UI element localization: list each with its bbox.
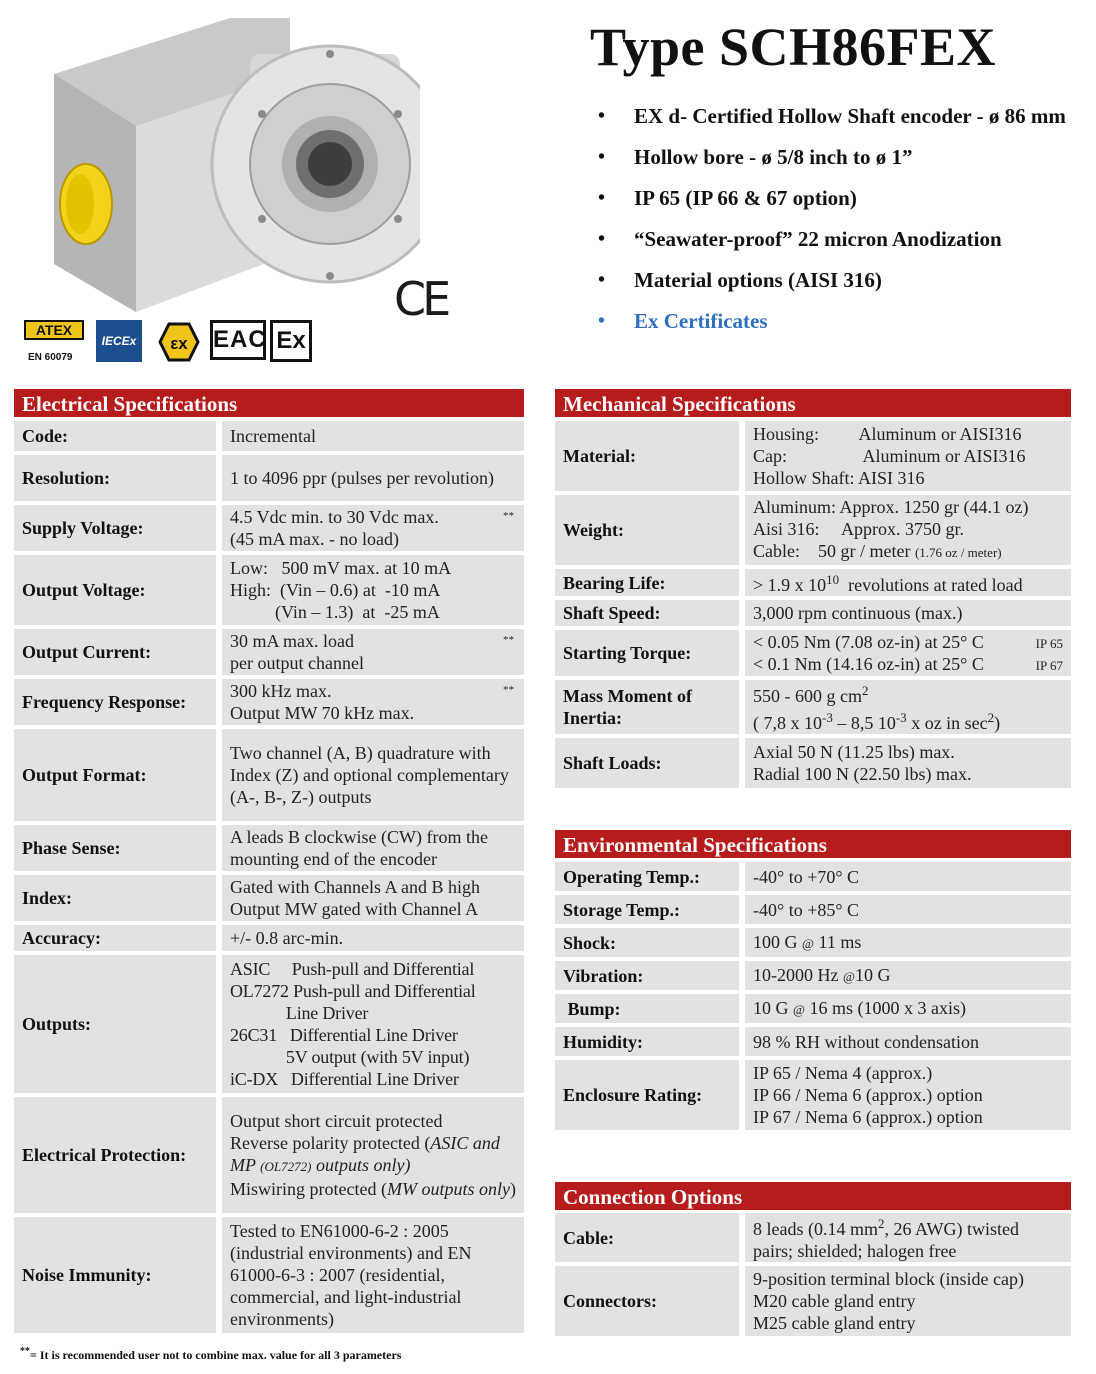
row-label: Output Format: xyxy=(14,729,222,821)
ex-hexagon-icon xyxy=(158,322,200,362)
iecex-logo: IECEx xyxy=(96,320,142,362)
footnote-marker: ** xyxy=(503,510,514,522)
table-row xyxy=(555,1027,1071,1056)
table-row xyxy=(14,925,524,951)
table-row xyxy=(555,994,1071,1023)
row-value: 9-position terminal block (inside cap) M20 cable gland entry M25 cable gland entry xyxy=(745,1266,1071,1336)
row-label: Vibration: xyxy=(555,961,745,990)
table-row xyxy=(14,455,524,501)
row-label: Shaft Speed: xyxy=(555,600,745,626)
eac-logo: EAC xyxy=(210,320,266,360)
row-label: Index: xyxy=(14,875,222,921)
row-value: -40° to +85° C xyxy=(745,895,1071,924)
feature-list xyxy=(598,102,1092,348)
table-row xyxy=(14,955,524,1093)
ex-certificates-link[interactable]: • Ex Certificates xyxy=(598,307,1092,335)
environmental-specs-table xyxy=(555,858,1071,1134)
row-label: Shock: xyxy=(555,928,745,957)
table-row xyxy=(555,928,1071,957)
row-label: Operating Temp.: xyxy=(555,862,745,891)
feature-item: • Hollow bore - ø 5/8 inch to ø 1” xyxy=(598,143,1092,171)
table-row xyxy=(555,1213,1071,1262)
table-row xyxy=(555,1060,1071,1130)
atex-standard: EN 60079 xyxy=(28,352,73,363)
mechanical-specs-heading: Mechanical Specifications xyxy=(555,389,1071,417)
row-value: Output short circuit protected Reverse polarity protected (ASIC and MP (OL7272) outputs only) Miswiring protected (MW outputs only) xyxy=(222,1097,524,1213)
table-row xyxy=(14,729,524,821)
row-label: Outputs: xyxy=(14,955,222,1093)
row-label: Accuracy: xyxy=(14,925,222,951)
table-row xyxy=(555,495,1071,565)
row-value: 4.5 Vdc min. to 30 Vdc max. (45 mA max. - no load) ** xyxy=(222,505,524,551)
table-row xyxy=(555,569,1071,596)
row-value: 10 G @ 16 ms (1000 x 3 axis) xyxy=(745,994,1071,1023)
row-label: Weight: xyxy=(555,495,745,565)
row-value: Two channel (A, B) quadrature with Index (Z) and optional complementary (A-, B-, Z-) outputs xyxy=(222,729,524,821)
atex-logo: ATEX xyxy=(24,320,84,340)
row-label: Humidity: xyxy=(555,1027,745,1056)
row-label: Frequency Response: xyxy=(14,679,222,725)
row-value: Tested to EN61000-6-2 : 2005 (industrial environments) and EN 61000-6-3 : 2007 (residential, commercial, and light-industrial environments) xyxy=(222,1217,524,1333)
row-value: Aluminum: Approx. 1250 gr (44.1 oz) Aisi 316: Approx. 3750 gr. Cable: 50 gr / meter (1.76 oz / meter) xyxy=(745,495,1071,565)
mechanical-specs-table xyxy=(555,417,1071,792)
table-row xyxy=(14,825,524,871)
table-row xyxy=(555,600,1071,626)
row-value: 98 % RH without condensation xyxy=(745,1027,1071,1056)
footnote-marker: ** xyxy=(503,634,514,646)
table-row xyxy=(14,505,524,551)
table-row xyxy=(14,421,524,451)
row-value: -40° to +70° C xyxy=(745,862,1071,891)
row-label: Electrical Protection: xyxy=(14,1097,222,1213)
table-row xyxy=(14,1097,524,1213)
ex-box-logo: Ex xyxy=(270,320,312,362)
row-label: Output Voltage: xyxy=(14,555,222,625)
table-row xyxy=(555,421,1071,491)
row-value: > 1.9 x $10^{10}$ revolutions at rated load xyxy=(745,569,1071,596)
row-value: Low: 500 mV max. at 10 mA High: (Vin – 0.6) at -10 mA (Vin – 1.3) at -25 mA xyxy=(222,555,524,625)
row-label: Noise Immunity: xyxy=(14,1217,222,1333)
row-label: Storage Temp.: xyxy=(555,895,745,924)
row-value: 10-2000 Hz @10 G xyxy=(745,961,1071,990)
row-label: Code: xyxy=(14,421,222,451)
row-label: Cable: xyxy=(555,1213,745,1262)
row-value: 3,000 rpm continuous (max.) xyxy=(745,600,1071,626)
row-value: < 0.05 Nm (7.08 oz-in) at 25° C IP 65 < 0.1 Nm (14.16 oz-in) at 25° C IP 67 xyxy=(745,630,1071,676)
table-row xyxy=(555,862,1071,891)
product-photo xyxy=(40,14,420,314)
row-label: Bearing Life: xyxy=(555,569,745,596)
row-label: Connectors: xyxy=(555,1266,745,1336)
feature-item: • EX d- Certified Hollow Shaft encoder - ø 86 mm xyxy=(598,102,1092,130)
table-row xyxy=(14,679,524,725)
row-label: Mass Moment of Inertia: xyxy=(555,680,745,734)
table-row xyxy=(555,895,1071,924)
row-value: Gated with Channels A and B high Output MW gated with Channel A xyxy=(222,875,524,921)
row-label: Shaft Loads: xyxy=(555,738,745,788)
row-value: Housing: Aluminum or AISI316 Cap: Aluminum or AISI316 Hollow Shaft: AISI 316 xyxy=(745,421,1071,491)
row-value: 30 mA max. load per output channel ** xyxy=(222,629,524,675)
feature-item: • Material options (AISI 316) xyxy=(598,266,1092,294)
row-value: A leads B clockwise (CW) from the mounting end of the encoder xyxy=(222,825,524,871)
feature-item: • “Seawater-proof” 22 micron Anodization xyxy=(598,225,1092,253)
table-row xyxy=(555,630,1071,676)
row-value: 8 leads (0.14 $mm^2$, 26 AWG) twisted pairs; shielded; halogen free xyxy=(745,1213,1071,1262)
row-label: Resolution: xyxy=(14,455,222,501)
row-value: 300 kHz max. Output MW 70 kHz max. ** xyxy=(222,679,524,725)
row-label: Phase Sense: xyxy=(14,825,222,871)
table-row xyxy=(14,555,524,625)
row-value: +/- 0.8 arc-min. xyxy=(222,925,524,951)
table-row xyxy=(555,738,1071,788)
row-label: Output Current: xyxy=(14,629,222,675)
environmental-specs-heading: Environmental Specifications xyxy=(555,830,1071,858)
row-label: Bump: xyxy=(555,994,745,1023)
row-value: IP 65 / Nema 4 (approx.) IP 66 / Nema 6 (approx.) option IP 67 / Nema 6 (approx.) option xyxy=(745,1060,1071,1130)
footnote: **= It is recommended user not to combine max. value for all 3 parameters xyxy=(20,1346,402,1362)
row-label: Material: xyxy=(555,421,745,491)
svg-text:εx: εx xyxy=(170,334,188,353)
table-row xyxy=(14,629,524,675)
row-label: Supply Voltage: xyxy=(14,505,222,551)
feature-item: • IP 65 (IP 66 & 67 option) xyxy=(598,184,1092,212)
row-value: Axial 50 N (11.25 lbs) max. Radial 100 N (22.50 lbs) max. xyxy=(745,738,1071,788)
row-value: ASIC Push-pull and Differential OL7272 Push-pull and Differential Line Driver 26C31 Differential Line Driver 5V output (with 5V input) iC-DX Differential Line Driver xyxy=(222,955,524,1093)
page-title: Type SCH86FEX xyxy=(590,17,997,77)
table-row xyxy=(555,680,1071,734)
table-row xyxy=(555,961,1071,990)
table-row xyxy=(14,875,524,921)
footnote-marker: ** xyxy=(503,684,514,696)
ce-mark: CE xyxy=(394,272,448,326)
connection-options-heading: Connection Options xyxy=(555,1182,1071,1210)
row-value: 100 G @ 11 ms xyxy=(745,928,1071,957)
row-value: 550 - 600 g $cm^2$ ( 7,8 x $10^{-3} - 8,5$ $10^{-3}$ x oz in $\sec^2$) xyxy=(745,680,1071,734)
electrical-specs-table xyxy=(14,417,524,1337)
table-row xyxy=(14,1217,524,1333)
table-row xyxy=(555,1266,1071,1336)
row-label: Starting Torque: xyxy=(555,630,745,676)
electrical-specs-heading: Electrical Specifications xyxy=(14,389,524,417)
row-value: Incremental xyxy=(222,421,524,451)
connection-options-table xyxy=(555,1209,1071,1340)
row-value: 1 to 4096 ppr (pulses per revolution) xyxy=(222,455,524,501)
row-label: Enclosure Rating: xyxy=(555,1060,745,1130)
